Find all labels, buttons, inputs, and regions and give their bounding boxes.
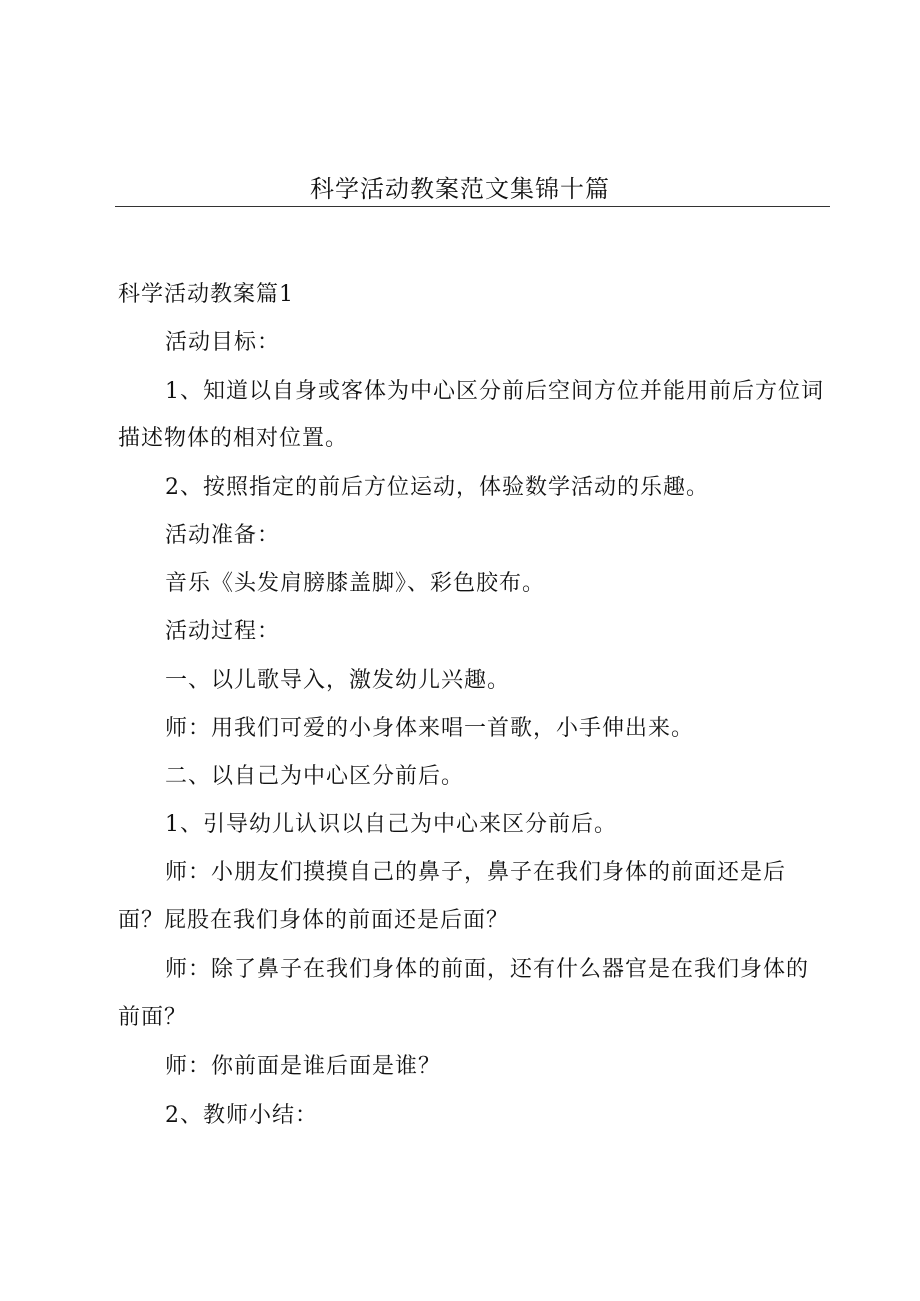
paragraph-line: 2、教师小结： xyxy=(165,1103,318,1128)
paragraph-line: 师：除了鼻子在我们身体的前面，还有什么器官是在我们身体的 xyxy=(165,957,810,982)
paragraph-line: 1、引导幼儿认识以自己为中心来区分前后。 xyxy=(165,812,617,837)
document-title: 科学活动教案范文集锦十篇 xyxy=(310,175,610,203)
paragraph-line: 活动目标： xyxy=(165,330,281,355)
paragraph-line: 面？屁股在我们身体的前面还是后面？ xyxy=(118,908,510,933)
paragraph-line: 师：用我们可爱的小身体来唱一首歌，小手伸出来。 xyxy=(165,716,695,741)
paragraph-line: 师：小朋友们摸摸自己的鼻子，鼻子在我们身体的前面还是后 xyxy=(165,860,787,885)
title-underline xyxy=(115,206,830,207)
paragraph-line: 前面？ xyxy=(118,1005,188,1030)
paragraph-line: 活动准备： xyxy=(165,523,281,548)
paragraph-line: 活动过程： xyxy=(165,619,281,644)
paragraph-line: 音乐《头发肩膀膝盖脚》、彩色胶布。 xyxy=(165,571,546,596)
paragraph-line: 1、知道以自身或客体为中心区分前后空间方位并能用前后方位词 xyxy=(165,379,824,404)
section-heading: 科学活动教案篇1 xyxy=(118,282,294,307)
paragraph-line: 师：你前面是谁后面是谁？ xyxy=(165,1054,442,1079)
paragraph-line: 2、按照指定的前后方位运动，体验数学活动的乐趣。 xyxy=(165,475,709,500)
paragraph-line: 一、以儿歌导入，激发幼儿兴趣。 xyxy=(165,668,511,693)
paragraph-line: 二、以自己为中心区分前后。 xyxy=(165,764,465,789)
paragraph-line: 描述物体的相对位置。 xyxy=(118,426,349,451)
